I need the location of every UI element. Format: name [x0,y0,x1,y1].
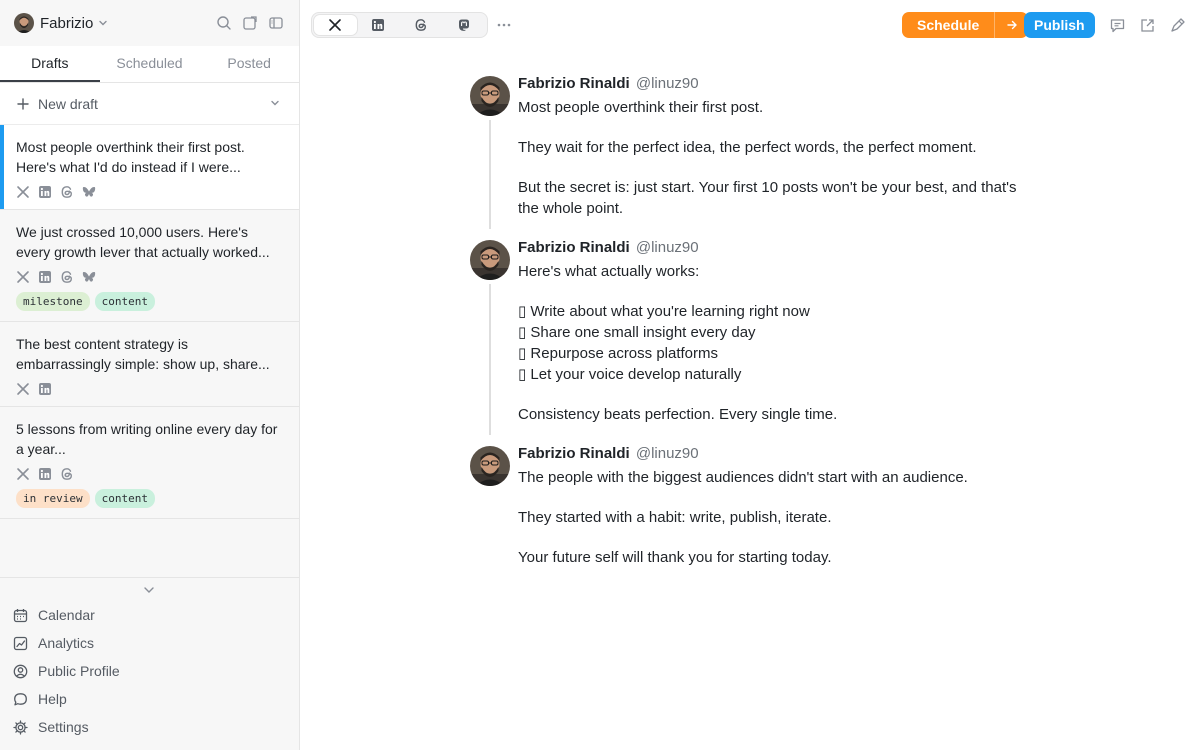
account-name[interactable]: Fabrizio [40,14,94,32]
draft-preview-text: 5 lessons from writing online every day for a year... [16,421,278,457]
thread-connector [489,120,491,229]
tag-badge[interactable]: content [95,489,155,508]
tab-drafts[interactable]: Drafts [0,46,100,82]
platform-tab-x[interactable] [314,15,357,35]
tag-badge[interactable]: content [95,292,155,311]
post-body[interactable] [518,97,1030,219]
linkedin-icon [38,185,52,199]
post-body[interactable] [518,261,1030,425]
platform-tab-mastodon[interactable] [442,15,485,35]
x-icon [328,18,342,32]
draft-tabs [0,46,299,83]
draft-platforms [16,467,283,481]
post-paragraph: The people with the biggest audiences didn't start with an audience. [518,469,968,486]
x-icon [16,185,30,199]
new-draft-label: New draft [38,95,98,112]
x-icon [16,270,30,284]
mastodon-icon [457,18,471,32]
schedule-button[interactable]: Schedule [917,17,980,33]
arrow-right-icon [1006,19,1018,31]
post-paragraph: They wait for the perfect idea, the perfect words, the perfect moment. [518,139,977,156]
publish-button[interactable]: Publish [1024,12,1095,38]
post-header [518,444,1030,464]
threads-icon [60,185,74,199]
editor-toolbar [300,0,1200,48]
comment-icon[interactable] [1108,16,1126,34]
post-paragraph: Here's what actually works: [518,263,700,280]
author-name: Fabrizio Rinaldi [518,75,630,92]
author-avatar [470,76,510,116]
thread-post[interactable] [470,444,1030,568]
sidebar-item-label: Help [38,691,67,707]
sidebar-item-calendar[interactable] [12,601,120,629]
draft-tags [16,292,283,311]
chevron-down-icon[interactable] [97,17,109,29]
divider [0,577,299,578]
thread-connector [489,284,491,435]
thread-post[interactable] [470,238,1030,425]
user-avatar[interactable] [14,13,34,33]
author-name: Fabrizio Rinaldi [518,239,630,256]
x-icon [16,382,30,396]
settings-icon [12,719,28,735]
draft-card[interactable] [0,322,299,407]
linkedin-icon [38,382,52,396]
sidebar-item-public-profile[interactable] [12,657,120,685]
tag-badge[interactable]: milestone [16,292,90,311]
new-draft-button[interactable] [0,83,299,125]
thread-post[interactable] [470,74,1030,219]
x-icon [16,467,30,481]
threads-icon [414,18,428,32]
analytics-icon [12,635,28,651]
draft-platforms [16,185,283,199]
tag-badge[interactable]: in review [16,489,90,508]
author-handle: @linuz90 [635,445,699,462]
post-paragraph: Most people overthink their first post. [518,99,764,116]
post-body[interactable] [518,467,1030,568]
draft-card[interactable] [0,210,299,322]
profile-icon [12,663,28,679]
bluesky-icon [82,270,96,284]
threads-icon [60,467,74,481]
author-handle: @linuz90 [635,75,699,92]
compose-icon[interactable] [241,14,259,32]
platform-tab-linkedin[interactable] [357,15,400,35]
sidebar-item-help[interactable] [12,685,120,713]
external-link-icon[interactable] [1138,16,1156,34]
schedule-button-group [902,12,1028,38]
sidebar [0,0,300,750]
post-header [518,238,1030,258]
draft-preview-text: Most people overthink their first post. Here's what I'd do instead if I were... [16,139,245,175]
draft-card[interactable] [0,125,299,210]
post-paragraph: They started with a habit: write, publish, iterate. [518,509,832,526]
help-icon [12,691,28,707]
sidebar-item-settings[interactable] [12,713,120,741]
post-paragraph: But the secret is: just start. Your first 10 posts won't be your best, and that's the whole point. [518,179,1017,217]
draft-platforms [16,382,283,396]
platform-tab-threads[interactable] [400,15,443,35]
author-avatar [470,446,510,486]
linkedin-icon [38,270,52,284]
linkedin-icon [38,467,52,481]
draft-card[interactable] [0,407,299,519]
post-paragraph: ▯ Write about what you're learning right now ▯ Share one small insight every day ▯ Repurpose across platforms ▯ Let your voice develop naturally [518,303,810,383]
account-header [0,0,299,46]
draft-preview-text: We just crossed 10,000 users. Here's every growth lever that actually worked... [16,224,270,260]
thread-preview [470,74,1030,568]
tab-posted[interactable]: Posted [227,55,271,71]
chevron-down-icon[interactable] [142,583,156,597]
post-paragraph: Your future self will thank you for starting today. [518,549,832,566]
sidebar-item-analytics[interactable] [12,629,120,657]
chevron-down-icon[interactable] [269,97,281,109]
linkedin-icon [371,18,385,32]
draft-list [0,125,299,519]
platform-switcher [311,12,488,38]
sidebar-item-label: Public Profile [38,663,120,679]
author-handle: @linuz90 [635,239,699,256]
tab-scheduled[interactable]: Scheduled [116,55,183,71]
draft-preview-text: The best content strategy is embarrassingly simple: show up, share... [16,336,270,372]
post-header [518,74,1030,94]
sidebar-toggle-icon[interactable] [267,14,285,32]
plus-icon [16,97,30,111]
search-icon[interactable] [215,14,233,32]
calendar-icon [12,607,28,623]
author-avatar [470,240,510,280]
author-name: Fabrizio Rinaldi [518,445,630,462]
more-icon[interactable] [496,17,512,33]
sidebar-item-label: Settings [38,719,89,735]
sidebar-item-label: Analytics [38,635,95,651]
bluesky-icon [82,185,96,199]
draft-tags [16,489,283,508]
draft-platforms [16,270,283,284]
sidebar-nav [12,601,120,741]
sidebar-item-label: Calendar [38,607,95,623]
write-icon[interactable] [1168,16,1186,34]
threads-icon [60,270,74,284]
post-paragraph: Consistency beats perfection. Every single time. [518,406,838,423]
